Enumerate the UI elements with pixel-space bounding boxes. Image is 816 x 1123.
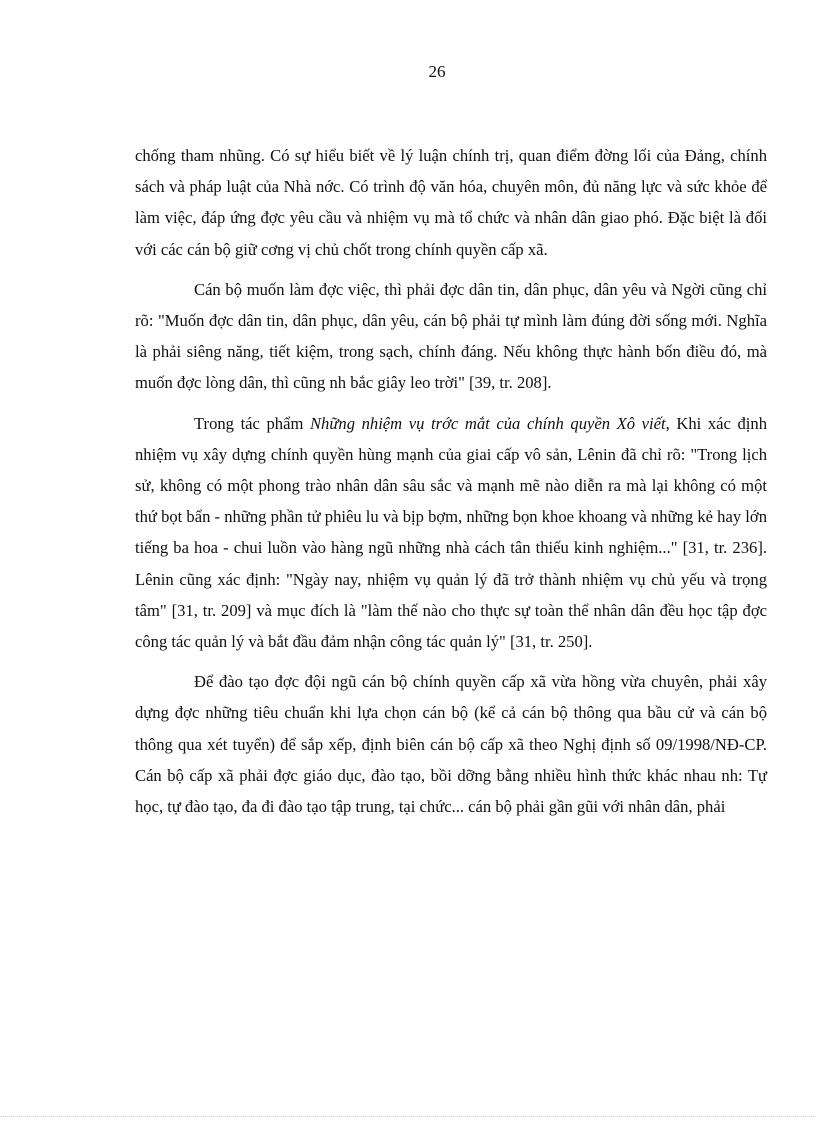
paragraph-3-body: , Khi xác định nhiệm vụ xây dựng chính quyền hùng mạnh của giai cấp vô sản, Lênin đã chỉ rõ: "Trong lịch sử, không có một phong trào nhân dân sâu sắc và mạnh mẽ nào diễn ra mà lại không có một thứ bọt bẩn - những phần tử phiêu lu và bịp bợm, những bọn khoe khoang và những kẻ hay lớn tiếng ba hoa - chui luồn vào hàng ngũ những nhà cách tân thiếu kinh nghiệm..." [31, tr. 236]. Lênin cũng xác định: "Ngày nay, nhiệm vụ quản lý đã trở thành nhiệm vụ chủ yếu và trọng tâm" [31, tr. 209] và mục đích là "làm thế nào cho thực sự toàn thể nhân dân đều học tập đợc công tác quản lý và bắt đầu đảm nhận công tác quản lý" [31, tr. 250]. xyxy=(135,413,767,652)
page-bottom-divider xyxy=(0,1116,816,1117)
work-title: Những nhiệm vụ trớc mắt của chính quyền Xô viết xyxy=(309,413,666,433)
paragraph-3 xyxy=(135,408,767,658)
paragraph-4: Để đào tạo đợc đội ngũ cán bộ chính quyền cấp xã vừa hồng vừa chuyên, phải xây dựng đợc những tiêu chuẩn khi lựa chọn cán bộ (kể cả cán bộ thông qua bầu cử và cán bộ thông qua xét tuyển) để sắp xếp, định biên cán bộ cấp xã theo Nghị định số 09/1998/NĐ-CP. Cán bộ cấp xã phải đợc giáo dục, đào tạo, bồi dỡng bằng nhiều hình thức khác nhau nh: Tự học, tự đào tạo, đa đi đào tạo tập trung, tại chức... cán bộ phải gần gũi với nhân dân, phải xyxy=(135,672,767,817)
paragraph-2: Cán bộ muốn làm đợc việc, thì phải đợc dân tin, dân phục, dân yêu và Ngời cũng chỉ rõ: "Muốn đợc dân tin, dân phục, dân yêu, cán bộ phải tự mình làm đúng đời sống mới. Nghĩa là phải siêng năng, tiết kiệm, trong sạch, chính đáng. Nếu không thực hành bốn điều đó, mà muốn đợc lòng dân, thì cũng nh bắc giây leo trời" [39, tr. 208]. xyxy=(135,279,767,393)
paragraph-1: chống tham nhũng. Có sự hiểu biết về lý luận chính trị, quan điểm đờng lối của Đảng, chính sách và pháp luật của Nhà nớc. Có trình độ văn hóa, chuyên môn, đủ năng lực và sức khỏe để làm việc, đáp ứng đợc yêu cầu và nhiệm vụ mà tổ chức và nhân dân giao phó. Đặc biệt là đối với các cán bộ giữ cơng vị chủ chốt trong chính quyền cấp xã. xyxy=(135,146,767,259)
page-number: 26 xyxy=(428,62,446,81)
paragraph-3-intro: Trong tác phẩm xyxy=(194,413,310,433)
page-body xyxy=(135,140,767,831)
